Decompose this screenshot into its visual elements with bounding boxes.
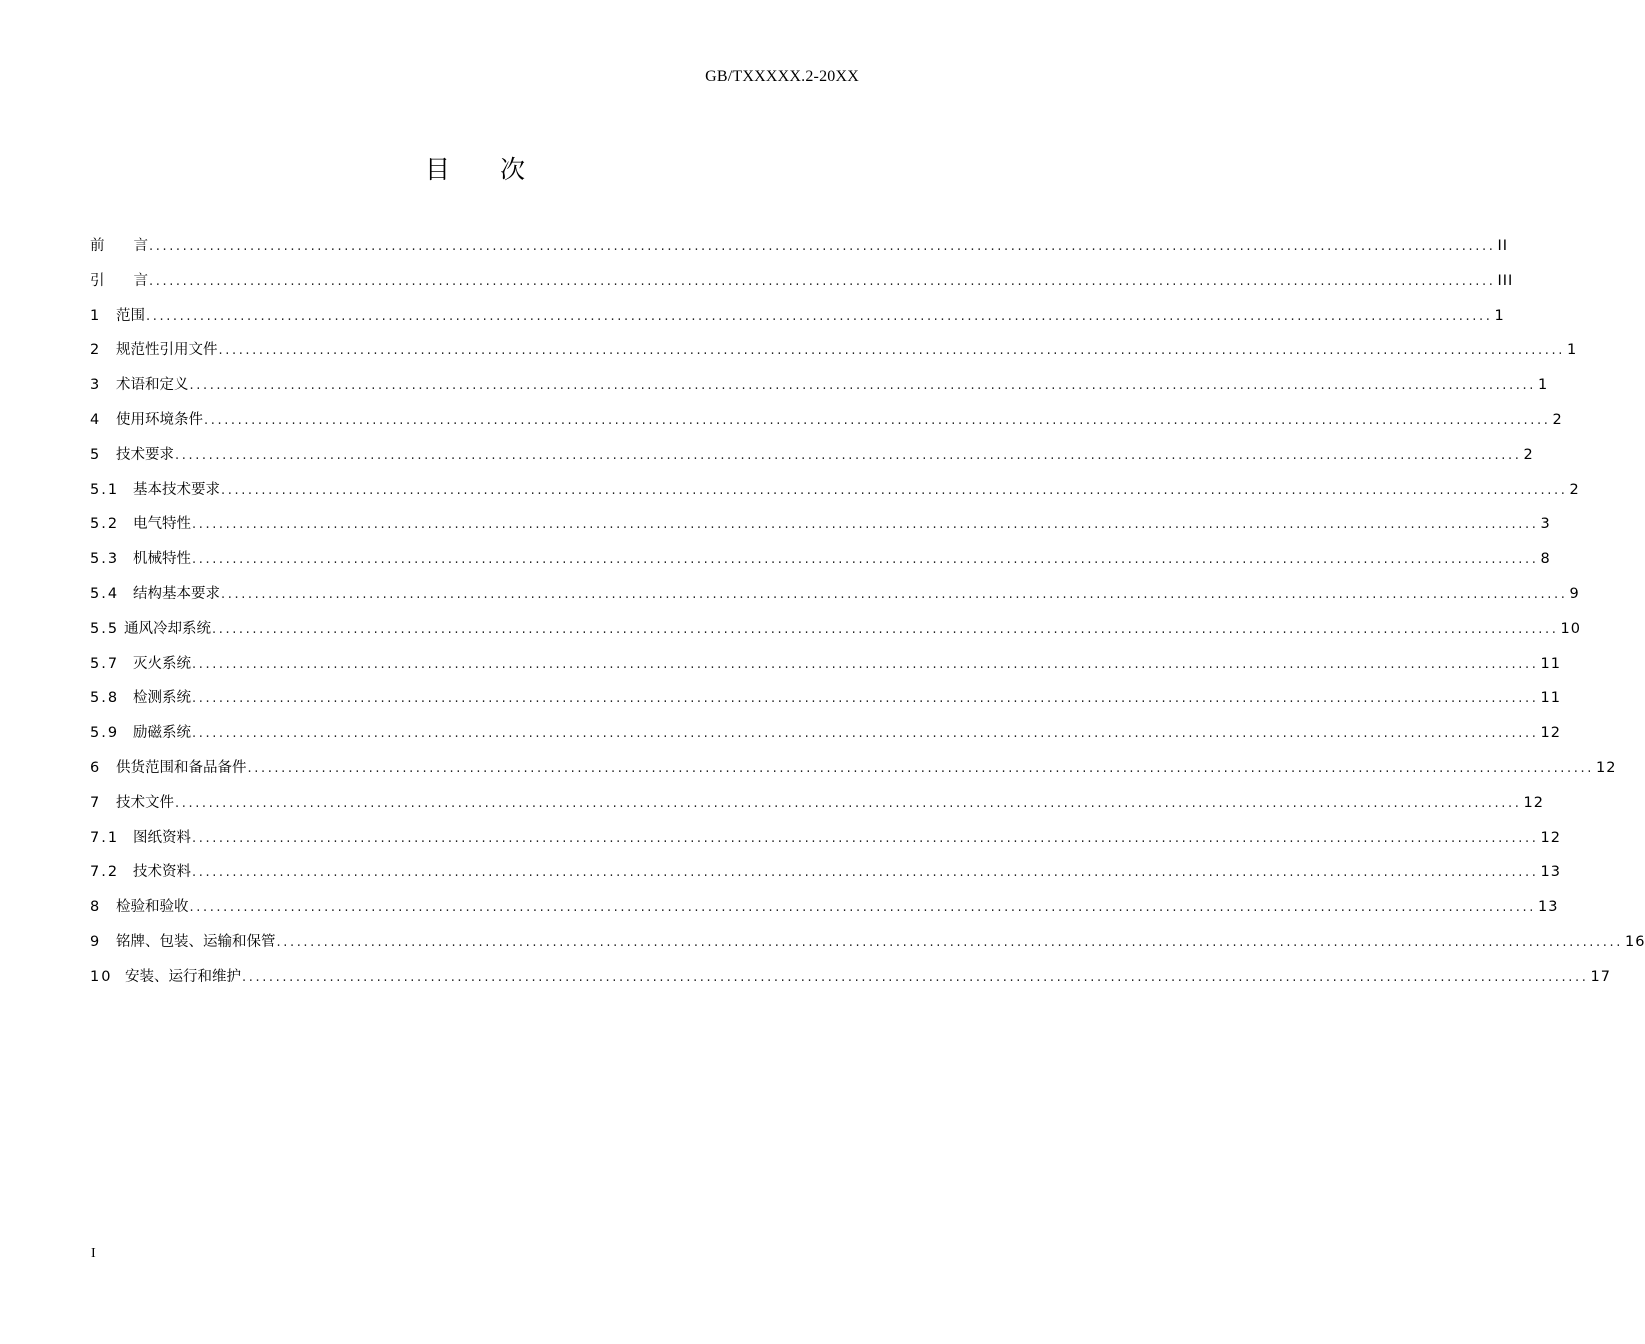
toc-entry-page: 2 [1523, 446, 1534, 463]
toc-entry-label: 基本技术要求 [133, 481, 220, 498]
toc-entry[interactable] [90, 930, 1645, 965]
toc-entry-label: 图纸资料 [133, 829, 191, 846]
toc-leader-dots: ........................................................................................................................................................................................................ [189, 900, 1536, 916]
toc-entry-page: 8 [1540, 551, 1551, 568]
toc-entry-number: 6 [90, 759, 102, 776]
toc-entry-page: 16 [1624, 933, 1645, 950]
toc-entry-label: 通风冷却系统 [124, 620, 211, 637]
toc-leader-dots: ........................................................................................................................................................................................................ [242, 969, 1589, 985]
toc-leader-dots: ........................................................................................................................................................................................................ [218, 343, 1565, 359]
toc-entry[interactable] [90, 721, 1561, 756]
toc-entry-label: 使用环境条件 [116, 411, 203, 428]
table-of-contents [90, 234, 1645, 1000]
toc-entry[interactable] [90, 234, 1509, 269]
toc-entry-label: 前 言 [90, 238, 148, 254]
toc-entry-page: II [1497, 238, 1509, 254]
toc-leader-dots: ........................................................................................................................................................................................................ [146, 308, 1493, 324]
toc-entry-page: 10 [1560, 620, 1581, 637]
toc-entry-page: 2 [1569, 481, 1580, 498]
toc-entry[interactable] [90, 338, 1578, 373]
toc-entry[interactable] [90, 373, 1549, 408]
toc-entry[interactable] [90, 478, 1580, 513]
toc-entry-page: 17 [1590, 968, 1611, 985]
title-char-1: 目 [424, 155, 450, 184]
title-char-2: 次 [500, 155, 526, 184]
toc-entry-number: 5 [90, 446, 102, 463]
toc-entry[interactable] [90, 791, 1544, 826]
toc-entry-number: 5.5 [90, 620, 120, 637]
toc-entry-label: 励磁系统 [133, 725, 191, 742]
toc-entry-number: 5.1 [90, 481, 120, 498]
toc-leader-dots: ........................................................................................................................................................................................................ [192, 726, 1539, 742]
toc-entry[interactable] [90, 826, 1561, 861]
toc-entry-number: 5.8 [90, 690, 120, 707]
toc-entry-page: 3 [1540, 516, 1551, 533]
toc-entry[interactable] [90, 269, 1514, 304]
toc-leader-dots: ........................................................................................................................................................................................................ [192, 517, 1539, 533]
toc-entry-label: 电气特性 [133, 516, 191, 533]
toc-leader-dots: ........................................................................................................................................................................................................ [175, 795, 1522, 811]
toc-entry-page: 2 [1552, 411, 1563, 428]
toc-entry-number: 5.2 [90, 516, 120, 533]
toc-leader-dots: ........................................................................................................................................................................................................ [247, 760, 1594, 776]
toc-entry-label: 灭火系统 [133, 655, 191, 672]
toc-entry-number: 8 [90, 899, 102, 916]
toc-entry-label: 机械特性 [133, 551, 191, 568]
toc-entry-number: 1 [90, 307, 102, 324]
toc-leader-dots: ........................................................................................................................................................................................................ [192, 830, 1539, 846]
toc-entry-page: 12 [1540, 725, 1561, 742]
toc-entry[interactable] [90, 408, 1563, 443]
toc-leader-dots: ........................................................................................................................................................................................................ [221, 586, 1568, 602]
toc-entry-number: 10 [90, 968, 113, 985]
toc-entry-label: 结构基本要求 [133, 585, 220, 602]
toc-entry-number: 2 [90, 342, 102, 359]
toc-entry[interactable] [90, 547, 1551, 582]
toc-entry[interactable] [90, 965, 1611, 1000]
toc-entry[interactable] [90, 582, 1580, 617]
toc-leader-dots: ........................................................................................................................................................................................................ [192, 865, 1539, 881]
toc-entry-label: 供货范围和备品备件 [116, 759, 247, 776]
toc-entry-page: 11 [1540, 655, 1561, 672]
toc-leader-dots: ........................................................................................................................................................................................................ [149, 239, 1496, 254]
toc-entry-label: 范围 [116, 307, 145, 324]
toc-entry[interactable] [90, 304, 1505, 339]
toc-entry-label: 技术要求 [116, 446, 174, 463]
toc-entry[interactable] [90, 686, 1561, 721]
toc-entry[interactable] [90, 756, 1617, 791]
toc-leader-dots: ........................................................................................................................................................................................................ [212, 621, 1559, 637]
page-number: I [91, 1246, 96, 1261]
toc-entry-label: 检测系统 [133, 690, 191, 707]
toc-leader-dots: ........................................................................................................................................................................................................ [189, 378, 1536, 394]
toc-entry[interactable] [90, 860, 1561, 895]
toc-entry-page: 12 [1523, 794, 1544, 811]
toc-entry-label: 检验和验收 [116, 899, 189, 916]
toc-entry[interactable] [90, 617, 1581, 652]
toc-entry-number: 5.7 [90, 655, 120, 672]
toc-leader-dots: ........................................................................................................................................................................................................ [221, 482, 1568, 498]
toc-entry-page: 1 [1537, 377, 1549, 394]
toc-entry-page: 13 [1540, 864, 1561, 881]
document-code: GB/TXXXXX.2-20XX [705, 68, 859, 85]
toc-entry-page: 1 [1566, 342, 1578, 359]
toc-entry-number: 7 [90, 794, 102, 811]
toc-entry[interactable] [90, 895, 1559, 930]
page-title [0, 150, 950, 186]
toc-entry-number: 7.1 [90, 829, 120, 846]
toc-leader-dots: ........................................................................................................................................................................................................ [149, 273, 1496, 289]
toc-entry-page: 12 [1595, 759, 1617, 776]
toc-entry[interactable] [90, 652, 1561, 687]
toc-entry-number: 7.2 [90, 864, 120, 881]
toc-entry-label: 规范性引用文件 [116, 342, 218, 359]
toc-entry-page: 13 [1537, 899, 1559, 916]
toc-entry-page: 11 [1540, 690, 1561, 707]
toc-entry[interactable] [90, 512, 1551, 547]
toc-entry-page: 1 [1494, 307, 1505, 324]
toc-entry-label: 技术资料 [133, 864, 191, 881]
toc-entry-label: 技术文件 [116, 794, 174, 811]
toc-entry-page: III [1497, 272, 1514, 289]
toc-entry-label: 铭牌、包装、运输和保管 [116, 933, 276, 950]
toc-entry-number: 4 [90, 411, 102, 428]
toc-entry-label: 术语和定义 [116, 377, 189, 394]
toc-entry-label: 引 言 [90, 272, 148, 289]
toc-entry-page: 9 [1569, 585, 1580, 602]
toc-leader-dots: ........................................................................................................................................................................................................ [204, 412, 1551, 428]
toc-entry-number: 5.3 [90, 551, 120, 568]
toc-leader-dots: ........................................................................................................................................................................................................ [276, 934, 1623, 950]
toc-leader-dots: ........................................................................................................................................................................................................ [192, 552, 1539, 568]
toc-entry-number: 3 [90, 377, 102, 394]
toc-entry-page: 12 [1540, 829, 1561, 846]
toc-entry[interactable] [90, 443, 1534, 478]
toc-entry-number: 5.9 [90, 725, 120, 742]
toc-entry-number: 9 [90, 933, 102, 950]
toc-entry-number: 5.4 [90, 585, 120, 602]
toc-entry-label: 安装、运行和维护 [125, 968, 241, 985]
toc-leader-dots: ........................................................................................................................................................................................................ [192, 656, 1539, 672]
toc-leader-dots: ........................................................................................................................................................................................................ [175, 447, 1522, 463]
toc-leader-dots: ........................................................................................................................................................................................................ [192, 691, 1539, 707]
